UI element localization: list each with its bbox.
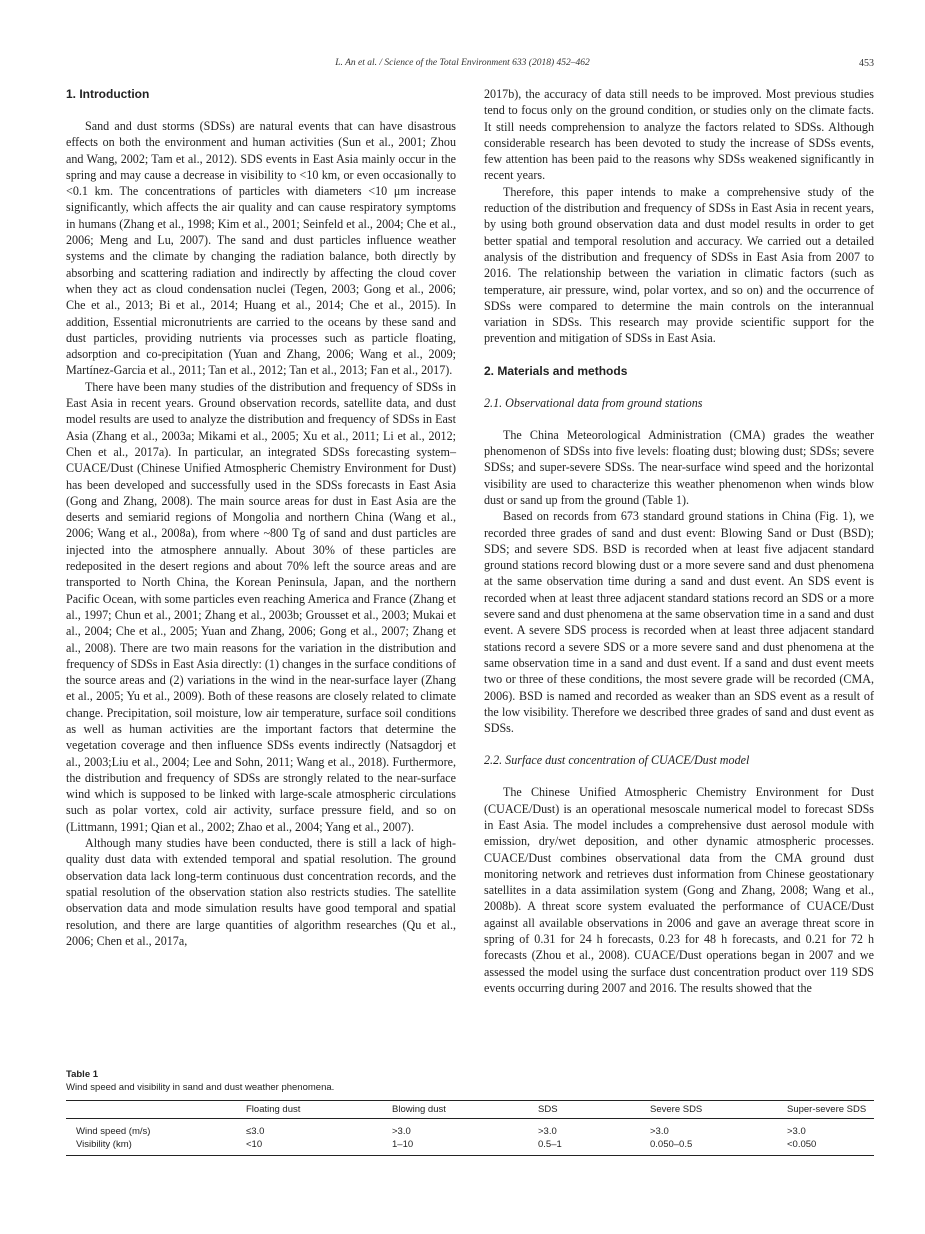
running-head: L. An et al. / Science of the Total Environment 633 (2018) 452–462: [335, 58, 590, 68]
table-cell: Wind speed (m/s): [76, 1126, 151, 1137]
table-cell: >3.0: [392, 1126, 411, 1137]
table-cell: 0.050–0.5: [650, 1138, 787, 1156]
table-row: [66, 1119, 874, 1139]
left-column: [66, 86, 456, 949]
table-caption: Wind speed and visibility in sand and dust weather phenomena.: [66, 1082, 335, 1093]
table-cell: >3.0: [650, 1126, 669, 1137]
section-title-methods: 2. Materials and methods: [484, 363, 628, 378]
intro-paragraph-4: Therefore, this paper intends to make a comprehensive study of the reduction of the distribution and frequency of SDSs in East Asia in recent years, by using both ground observation data and dust model results in order to get better spatial and temporal resolution and accuracy. We carried out a detailed analysis of the distribution and frequency of SDSs in East Asia from 2007 to 2016. The relationship between the variation in climatic factors (such as temperature, air pressure, wind, polar vortex, and so on) and the occurrence of SDSs were compared to determine the main controls on the interannual variation in SDSs. This research may provide scientific support for the prevention and mitigation of SDSs in East Asia.: [484, 184, 874, 346]
table-cell: ≤3.0: [246, 1126, 265, 1137]
table-header-cell: [66, 1101, 246, 1119]
methods-paragraph-1: The China Meteorological Administration (CMA) grades the weather phenomenon of SDSs into five levels: floating dust; blowing dust; SDSs; severe SDSs; and super-severe SDSs. The near-surface wind speed and the horizontal visibility are used to characterize this weather phenomenon when winds blow dust or sand up from the ground (Table 1).: [484, 427, 874, 507]
subsection-title-2-2: 2.2. Surface dust concentration of CUACE/Dust model: [484, 753, 750, 768]
table-header-cell: SDS: [538, 1101, 650, 1119]
table-1: [66, 1069, 874, 1156]
table-header-cell: Floating dust: [246, 1101, 392, 1119]
table-header-cell: Super-severe SDS: [787, 1101, 874, 1119]
table-header-cell: Severe SDS: [650, 1101, 787, 1119]
table-row: [66, 1138, 874, 1156]
table-label: Table 1: [66, 1069, 99, 1080]
table-header-row: [66, 1101, 874, 1119]
page-number: 453: [859, 58, 874, 69]
section-title-introduction: 1. Introduction: [66, 87, 150, 101]
table-cell: >3.0: [787, 1126, 806, 1137]
table-cell: Visibility (km): [66, 1138, 246, 1156]
subsection-title-2-1: 2.1. Observational data from ground stations: [484, 395, 703, 410]
intro-paragraph-1: Sand and dust storms (SDSs) are natural events that can have disastrous effects on both the environment and human activities (Sun et al., 2001; Zhou and Wang, 2002; Tam et al., 2012). SDS events in East Asia mainly occur in the spring and may cause a decrease in visibility to <10 km, or even occasionally to <0.1 km. The concentrations of particles with diameters <10 μm increase significantly, which affects the air quality and can cause respiratory symptoms in humans (Zhang et al., 1998; Kim et al., 2001; Seinfeld et al., 2004; Che et al., 2006; Meng and Lu, 2007). The sand and dust particles influence weather systems and the climate by changing the radiation balance, both directly by absorbing and scattering radiation and indirectly by affecting the cloud cover when they act as cloud condensation nuclei (Tegen, 2003; Gong et al., 2006; Che et al., 2013; Bi et al., 2014; Huang et al., 2014; Che et al., 2015). In addition, Essential micronutrients are carried to the oceans by these sand and dust particles, providing nutrients via processes such as particle floating, adsorption and co-precipitation (Yuan and Zhang, 2006; Wang et al., 2009; Martínez-Garcia et al., 2011; Tan et al., 2012; Tan et al., 2013; Fan et al., 2017).: [66, 119, 456, 378]
intro-paragraph-2: There have been many studies of the distribution and frequency of SDSs in East Asia in recent years. Ground observation records, satellite data, and dust model results are used to analyze the distribution and frequency of SDSs in East Asia (Zhang et al., 2003a; Mikami et al., 2005; Xu et al., 2011; Li et al., 2012; Chen et al., 2017a). In particular, an integrated SDSs forecasting system–CUACE/Dust (Chinese Unified Atmospheric Chemistry Environment for Dust) has been developed and successfully used in the SDSs forecasts in East Asia (Gong and Zhang, 2008). The main source areas for dust in East Asia are the deserts and semiarid regions of Mongolia and northern China (Wang et al., 2006; Wang et al., 2008a), from where ~800 Tg of sand and dust particles are injected into the atmosphere annually. About 30% of these particles are redeposited in the desert regions and about 70% left the source areas and are transported to North China, the Korean Peninsula, Japan, and the northern Pacific Ocean, with some particles even reaching America and France (Zhang et al., 1997; Chun et al., 2001; Zhang et al., 2003b; Grousset et al., 2003; Mukai et al., 2004; Che et al., 2005; Yuan and Zhang, 2006; Gong et al., 2007; Zhang et al., 2008). There are two main reasons for the variation in the distribution and frequency of SDSs in East Asia directly: (1) changes in the surface conditions of the source areas and (2) variations in the wind in the near-surface layer (Zhang et al., 2005; Yu et al., 2009). Both of these reasons are closely related to climate change. Precipitation, soil moisture, low air temperature, surface soil conditions as well as human activities are the important factors that determine the vegetation coverage and then influence SDSs events indirectly (Natsagdorj et al., 2003;Liu et al., 2004; Lee and Sohn, 2011; Wang et al., 2018). Furthermore, the distribution and frequency of SDSs are strongly related to the near-surface wind which is supposed to be linked with large-scale atmospheric circulations such as polar vortex, cold air activity, surface pressure field, and so on (Littmann, 1991; Qian et al., 2002; Zhao et al., 2004; Yang et al., 2007).: [66, 379, 456, 834]
intro-paragraph-3: Although many studies have been conducted, there is still a lack of high-quality dust data with extended temporal and spatial resolution. The ground observation data lack long-term continuous dust concentration records, and the spatial resolution of the observation station also restricts studies. The satellite observation data and mode simulation results have good temporal and spatial resolution, and there are large quantities of algorithm researches (Qu et al., 2006; Chen et al., 2017a,: [66, 836, 456, 948]
intro-paragraph-3-continued: 2017b), the accuracy of data still needs to be improved. Most previous studies tend to focus only on the ground condition, or studies only on the climate facts. It still needs comprehension to analyze the factors related to SDSs. Although considerable research has been devoted to study the increase of SDSs events, few attention has been paid to the reasons why SDSs weakened significantly in recent years.: [484, 87, 874, 183]
right-column: [484, 86, 874, 996]
table-cell: 1–10: [392, 1138, 538, 1156]
table-cell: <10: [246, 1138, 392, 1156]
table-cell: 0.5–1: [538, 1138, 650, 1156]
table-cell: >3.0: [538, 1126, 557, 1137]
methods-paragraph-3: The Chinese Unified Atmospheric Chemistry Environment for Dust (CUACE/Dust) is an operational mesoscale numerical model to forecast SDSs in East Asia. The model includes a comprehensive dust aerosol module with emission, dry/wet deposition, and other dynamic atmospheric processes. CUACE/Dust combines observational data from the CMA ground dust monitoring network and retrieves dust information from Chinese geostationary satellites in a data assimilation system (Gong and Zhang, 2008; Wang et al., 2008b). A threat score system evaluated the performance of CUACE/Dust against all available observations in 2006 and gave an average threat score in spring of 0.31 for 24 h forecasts, 0.23 for 48 h forecasts, and 0.21 for 72 h forecasts (Zhou et al., 2008). CUACE/Dust operations began in 2007 and we assessed the model using the surface dust concentration product over 119 SDS events occurring during 2007 and 2016. The results showed that the: [484, 785, 874, 995]
table-cell: <0.050: [787, 1138, 874, 1156]
table-header-cell: Blowing dust: [392, 1101, 538, 1119]
data-table: [66, 1100, 874, 1156]
methods-paragraph-2: Based on records from 673 standard ground stations in China (Fig. 1), we recorded three grades of sand and dust event: Blowing Sand or Dust (BSD); SDS; and severe SDS. BSD is recorded when at least five adjacent standard ground stations record blowing dust or a more severe sand and dust phenomena at the same observation time during a sand and dust event. An SDS event is recorded when at least three adjacent standard stations record an SDS or a more severe sand and dust phenomena at the same observation time in a sand and dust event. A severe SDS process is recorded when at least three adjacent standard stations record a severe SDS or a more severe sand and dust phenomena at the same observation time in a sand and dust event. If a sand and dust event meets two or three of these conditions, the most severe grade will be recorded (CMA, 2006). BSD is named and recorded as weaker than an SDS event as a result of the low visibility. Therefore we described three grades of sand and dust event as SDSs.: [484, 509, 874, 736]
